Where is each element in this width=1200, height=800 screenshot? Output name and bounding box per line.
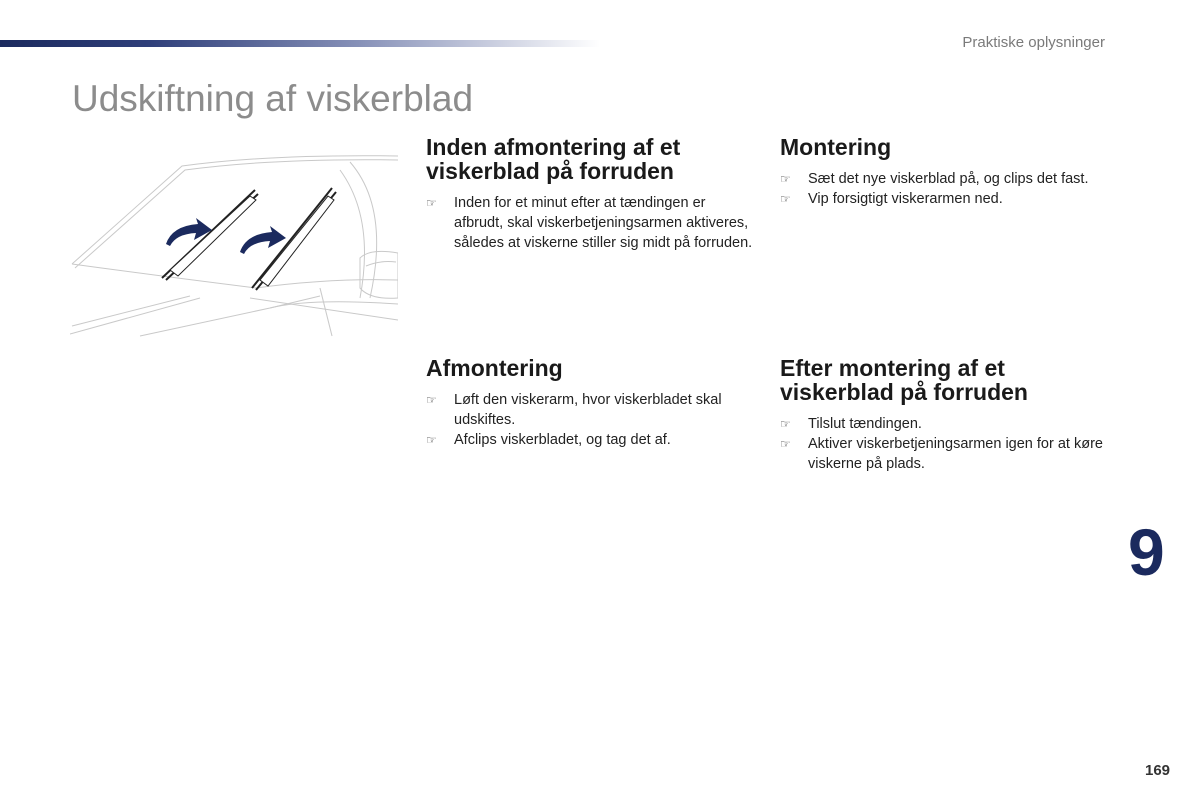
windshield-wiper-illustration (70, 148, 398, 340)
pointing-hand-icon: ☞ (780, 172, 791, 186)
page-number: 169 (1145, 762, 1171, 779)
header-accent-bar (0, 40, 600, 47)
pointing-hand-icon: ☞ (426, 196, 437, 210)
list-item: ☞ Løft den viskerarm, hvor viskerbladet skal udskiftes. (426, 392, 722, 428)
list-item: ☞ Vip forsigtigt viskerarmen ned. (780, 191, 1003, 207)
pointing-hand-icon: ☞ (780, 192, 791, 206)
list-item: ☞ Tilslut tændingen. (780, 416, 922, 432)
section-heading: Afmontering (426, 355, 563, 381)
list-item: ☞ Inden for et minut efter at tændingen er afbrudt, skal viskerbetjeningsarmen aktiveres, således at viskerne stiller sig midt på forruden. (426, 195, 753, 251)
section-heading: Inden afmontering af et viskerblad på forruden (426, 134, 681, 184)
pointing-hand-icon: ☞ (780, 417, 791, 431)
list-item: ☞ Afclips viskerbladet, og tag det af. (426, 432, 671, 448)
pointing-hand-icon: ☞ (426, 393, 437, 407)
list-item: ☞ Aktiver viskerbetjeningsarmen igen for at køre viskerne på plads. (780, 436, 1103, 472)
section-heading: Efter montering af et viskerblad på forruden (780, 355, 1028, 405)
chapter-number: 9 (1128, 515, 1165, 589)
section-mounting (780, 135, 1110, 209)
section-heading: Montering (780, 134, 892, 160)
section-removal (426, 356, 756, 450)
section-after-mounting (780, 356, 1110, 474)
page-title: Udskiftning af viskerblad (72, 78, 474, 119)
pointing-hand-icon: ☞ (780, 437, 791, 451)
pointing-hand-icon: ☞ (426, 433, 437, 447)
section-label: Praktiske oplysninger (962, 34, 1105, 51)
section-before-removal (426, 135, 756, 253)
list-item: ☞ Sæt det nye viskerblad på, og clips det fast. (780, 171, 1089, 187)
